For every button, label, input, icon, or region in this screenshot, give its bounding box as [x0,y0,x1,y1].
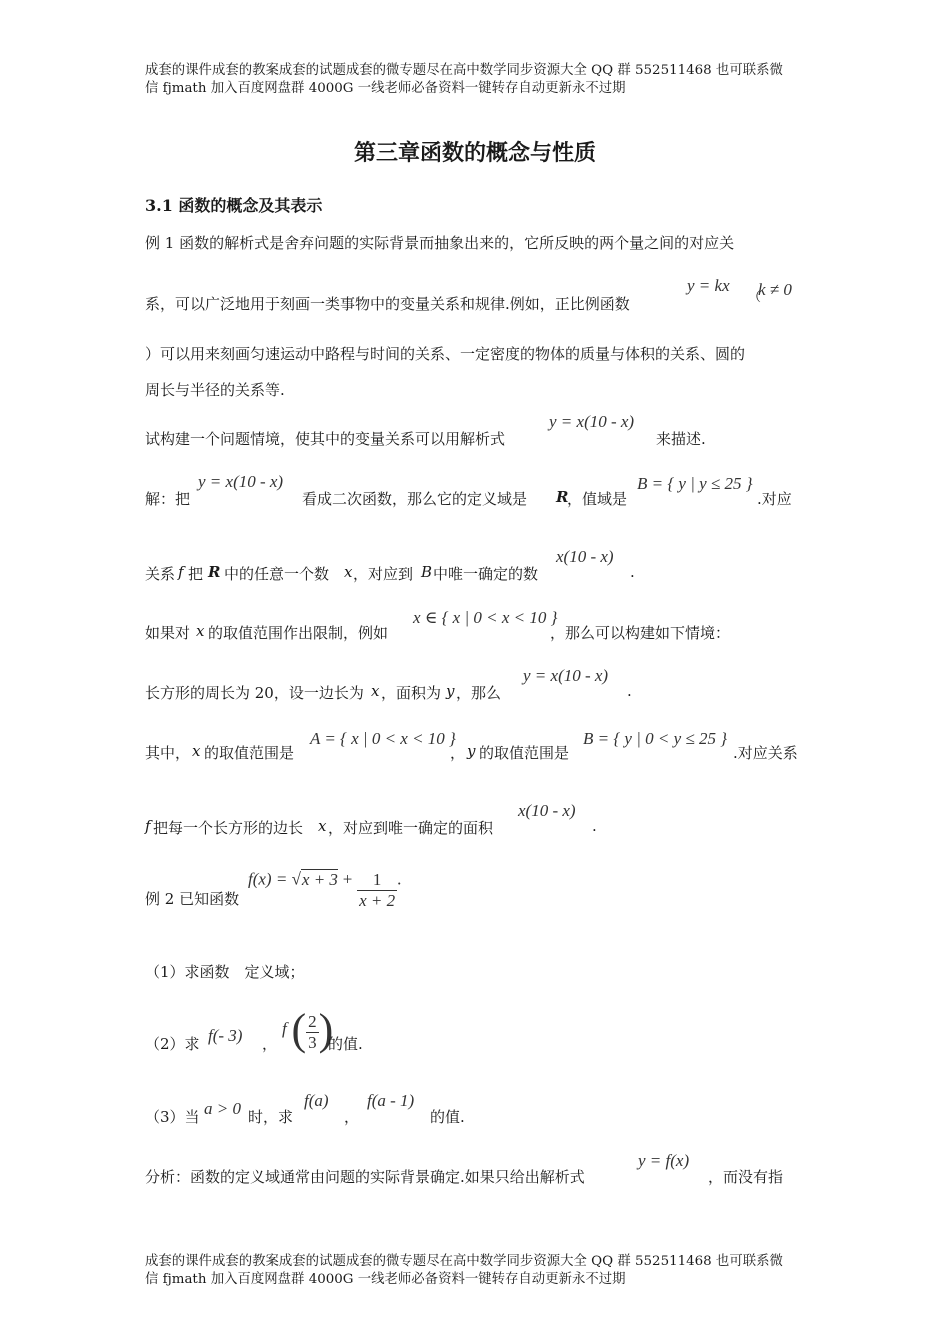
ex2-q2-rparen: ) [318,1005,334,1054]
sol-line-2d: ，对应到 [353,565,414,583]
ex2-analysis-end: ，而没有指 [708,1168,784,1186]
ex1-formula-k: k ≠ 0 [758,280,792,299]
ex2-q3a: （3）当 [145,1108,200,1126]
sol-formula-x2: x(10 - x) [518,801,576,820]
ex1-line-2-text: 系，可以广泛地用于刻画一类事物中的变量关系和规律.例如，正比例函数 [145,295,630,313]
sol-line-5e: .对应关系 [733,744,798,762]
ex2-plus: + [342,869,353,889]
ex1-line-5-end: 来描述. [656,430,706,448]
ex2-denominator: x + 2 [359,891,396,910]
ex1-line-4: 周长与半径的关系等. [145,381,285,399]
ex2-sqrt-arg: x + 3 [301,869,338,889]
ex2-function [248,860,402,910]
footer-line-2: 信 fjmath 加入百度网盘群 4000G 一线老师必备资料一键转存自动更新永不过期 [145,1272,626,1287]
sol-x-4: x [192,742,201,760]
ex2-numerator: 1 [357,870,397,891]
ex2-q3-fa: f(a) [304,1091,329,1110]
ex1-line-5-text: 试构建一个问题情境，使其中的变量关系可以用解析式 [145,430,506,448]
ex2-q2c: 的值. [328,1035,363,1053]
sol-line-6b: ，对应到唯一确定的面积 [328,819,494,837]
sol-line-5d: 的取值范围是 [479,744,570,762]
sol-formula-y2: y = x(10 - x) [523,666,609,685]
sol-line-3b: 的取值范围作出限制，例如 [208,624,389,642]
sol-line-5b: 的取值范围是 [204,744,295,762]
sol-y-1: y [446,682,455,700]
sol-set-x: x ∈ { x | 0 < x < 10 } [413,608,558,627]
ex2-q2a: （2）求 [145,1035,200,1053]
sol-set-B1: B = { y | y ≤ 25 } [637,474,753,493]
sol-line-4c: ，那么 [456,684,502,702]
sol-x-2: x [196,622,205,640]
sol-formula-y1: y = x(10 - x) [198,472,284,491]
header-line-1: 成套的课件成套的教案成套的试题成套的微专题尽在高中数学同步资源大全 QQ 群 552511468 也可联系微 [145,63,783,78]
sol-line-1b: 看成二次函数，那么它的定义域是 [302,490,528,508]
ex2-q3-a-gt-0: a > 0 [204,1099,241,1118]
sol-line-1d: .对应 [757,490,792,508]
sol-set-B2: B = { y | 0 < y ≤ 25 } [583,729,728,748]
ex2-analysis-formula: y = f(x) [638,1151,690,1170]
ex2-q3c: ， [344,1108,360,1126]
sol-line-3c: ，那么可以构建如下情境： [550,624,731,642]
ex2-q2-fraction [306,1012,319,1053]
ex2-intro: 例 2 已知函数 [145,890,240,908]
ex2-q2-f-minus3: f(- 3) [208,1026,243,1045]
sol-x-1: x [344,563,353,581]
sol-x-5: x [318,817,327,835]
ex2-q2-num: 2 [308,1011,317,1031]
ex1-paren-open: （ [748,290,762,305]
sol-line-2e: 中唯一确定的数 [433,565,539,583]
sol-line-1c: ，值域是 [567,490,628,508]
ex2-q1: （1）求函数 定义域； [145,963,305,981]
sol-f-2: f [145,817,151,835]
sol-line-2g: . [630,563,635,581]
ex2-analysis: 分析：函数的定义域通常由问题的实际背景确定.如果只给出解析式 [145,1168,585,1186]
chapter-title: 第三章函数的概念与性质 [353,140,596,166]
sol-line-6c: . [592,817,597,835]
ex2-q2-lparen: ( [291,1005,307,1054]
ex2-q3b: 时，求 [248,1108,294,1126]
sol-formula-x1: x(10 - x) [556,547,614,566]
sol-line-2a: 关系 [145,565,176,583]
ex2-fx: f(x) = [248,869,292,889]
sol-line-5a: 其中， [145,744,191,762]
sol-line-4d: . [627,682,632,700]
ex1-line-1: 例 1 函数的解析式是舍弃问题的实际背景而抽象出来的，它所反映的两个量之间的对应关 [145,234,735,252]
page-header [145,62,810,98]
ex2-q2-f-frac [282,1004,333,1061]
sol-R-1: R [556,488,569,506]
sol-line-3a: 如果对 [145,624,191,642]
ex1-formula-ykx: y = kx [687,276,730,295]
header-line-2: 信 fjmath 加入百度网盘群 4000G 一线老师必备资料一键转存自动更新永不过期 [145,81,626,96]
sol-B-2: B [421,563,433,581]
ex1-formula-y1: y = x(10 - x) [549,412,635,431]
sqrt-sign: √ [291,869,301,889]
ex2-q2-den: 3 [308,1032,317,1052]
sol-x-3: x [371,682,380,700]
footer-line-1: 成套的课件成套的教案成套的试题成套的微专题尽在高中数学同步资源大全 QQ 群 552511468 也可联系微 [145,1254,783,1269]
ex1-line-3: ）可以用来刻画匀速运动中路程与时间的关系、一定密度的物体的质量与体积的关系、圆的 [145,345,746,363]
sol-set-A: A = { x | 0 < x < 10 } [310,729,456,748]
sol-R-2: R [208,563,221,581]
sol-line-4a: 长方形的周长为 20，设一边长为 [145,684,364,702]
sol-f-1: f [178,563,184,581]
ex2-q3d: 的值. [430,1108,465,1126]
sol-line-2c: 中的任意一个数 [224,565,330,583]
page-footer [145,1253,810,1289]
ex2-q3-fa1: f(a - 1) [367,1091,415,1110]
ex2-end: . [397,869,402,889]
sol-line-5c: ， [450,744,466,762]
sol-line-1a: 解：把 [145,490,191,508]
ex2-q2-f: f [282,1019,287,1038]
sol-line-6a: 把每一个长方形的边长 [153,819,304,837]
ex2-q2b: ， [262,1035,278,1053]
sol-y-2: y [467,742,476,760]
section-heading: 3.1 函数的概念及其表示 [145,196,323,215]
ex2-fraction [357,870,397,911]
sol-line-4b: ，面积为 [381,684,442,702]
sol-line-2b: 把 [188,565,204,583]
